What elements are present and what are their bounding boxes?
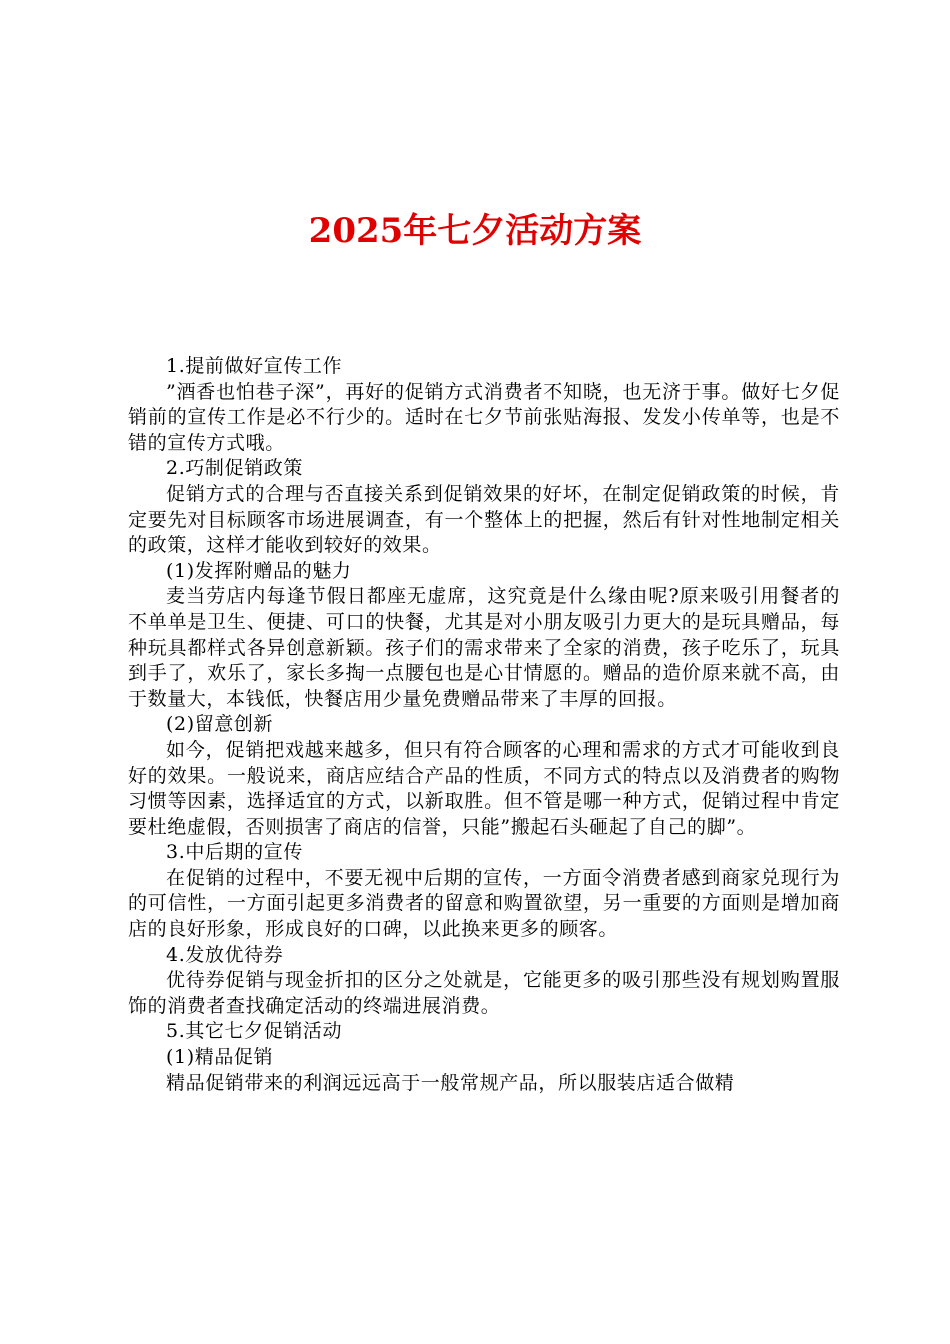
paragraph: 精品促销带来的利润远远高于一般常规产品，所以服装店适合做精 <box>166 1071 735 1094</box>
subsection-heading: (2)留意创新 <box>166 713 274 736</box>
section-heading: 4.发放优待券 <box>166 943 284 966</box>
document-title: 2025年七夕活动方案 <box>308 211 642 251</box>
section-heading: 2.巧制促销政策 <box>166 457 303 480</box>
paragraph: 如今，促销把戏越来越多，但只有符合顾客的心理和需求的方式才可能收到良好的效果。一般说来，商店应结合产品的性质，不同方式的特点以及消费者的购物习惯等因素，选择适宜的方式，以新取胜。但不管是哪一种方式，促销过程中肯定要杜绝虚假，否则损害了商店的信誉，只能”搬起石头砸起了自己的脚”。 <box>128 738 840 838</box>
document-body <box>128 354 840 1096</box>
section-heading: 3.中后期的宣传 <box>166 841 303 864</box>
paragraph: 麦当劳店内每逢节假日都座无虚席，这究竟是什么缘由呢?原来吸引用餐者的不单单是卫生、便捷、可口的快餐，尤其是对小朋友吸引力更大的是玩具赠品，每种玩具都样式各异创意新颖。孩子们的需求带来了全家的消费，孩子吃乐了，玩具到手了，欢乐了，家长多掏一点腰包也是心甘情愿的。赠品的造价原来就不高，由于数量大，本钱低，快餐店用少量免费赠品带来了丰厚的回报。 <box>128 585 840 710</box>
section-heading: 1.提前做好宣传工作 <box>166 355 343 377</box>
paragraph: 促销方式的合理与否直接关系到促销效果的好坏，在制定促销政策的时候，肯定要先对目标顾客市场进展调查，有一个整体上的把握，然后有针对性地制定相关的政策，这样才能收到较好的效果。 <box>128 482 840 557</box>
section-heading: 5.其它七夕促销活动 <box>166 1020 343 1043</box>
paragraph: 在促销的过程中，不要无视中后期的宣传，一方面令消费者感到商家兑现行为的可信性，一方面引起更多消费者的留意和购置欲望，另一重要的方面则是增加商店的良好形象，形成良好的口碑，以此换来更多的顾客。 <box>128 866 840 941</box>
paragraph: 优待券促销与现金折扣的区分之处就是，它能更多的吸引那些没有规划购置服饰的消费者查找确定活动的终端进展消费。 <box>128 969 840 1017</box>
paragraph: ”酒香也怕巷子深”，再好的促销方式消费者不知晓，也无济于事。做好七夕促销前的宣传工作是必不行少的。适时在七夕节前张贴海报、发发小传单等，也是不错的宣传方式哦。 <box>128 380 840 454</box>
subsection-heading: (1)发挥附赠品的魅力 <box>166 559 352 582</box>
subsection-heading: (1)精品促销 <box>166 1046 274 1069</box>
